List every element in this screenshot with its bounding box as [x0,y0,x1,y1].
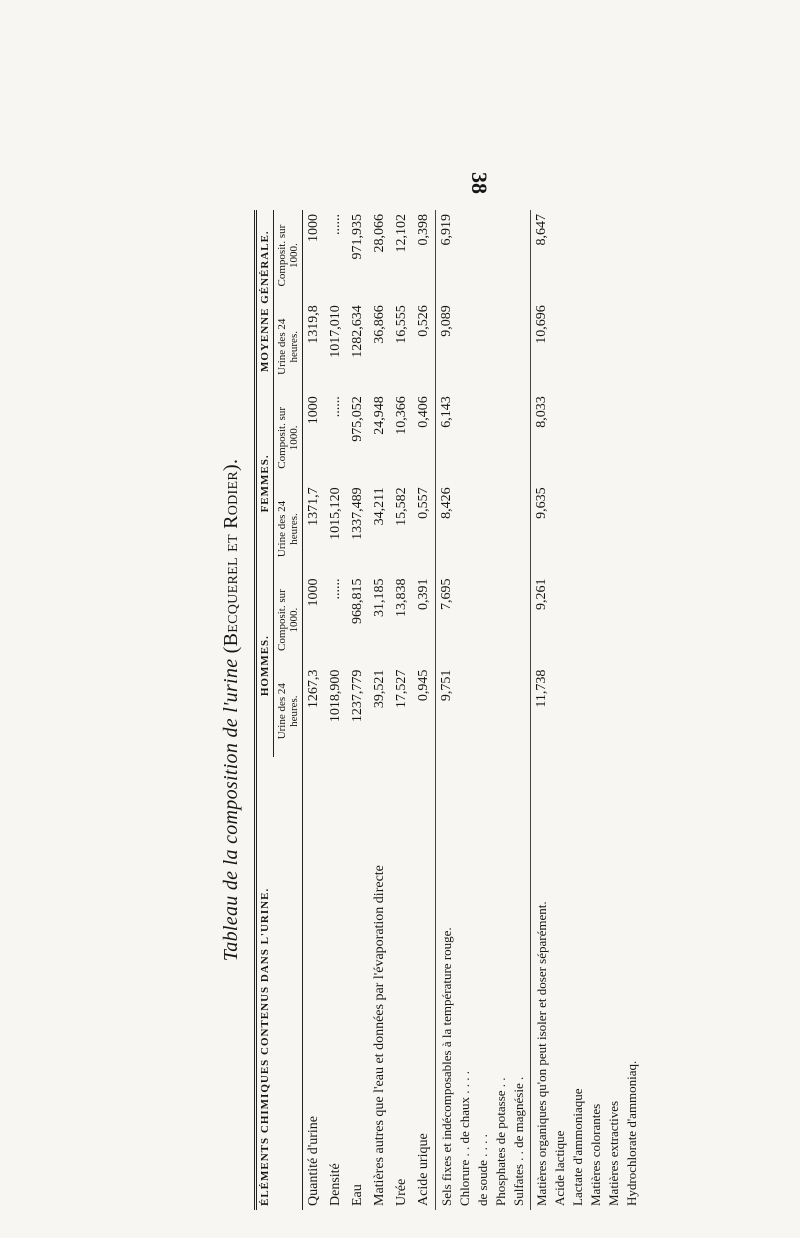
cell: 9,261 [531,575,644,666]
header-urine-moyenne: Urine des 24 heures. [274,301,303,392]
table-row [413,210,436,1210]
table-row [325,210,347,1210]
cell: 975,052 [350,396,365,442]
header-femmes: FEMMES. [256,392,274,574]
header-composit-femmes: Composit. sur 1000. [274,392,303,483]
caption-authors: (Becquerel et Rodier). [220,458,242,654]
salts-label: Sels fixes et indécomposables à la température rouge. [439,927,454,1206]
cell: 9,635 [531,483,644,574]
organic-item: Acide lactique [552,1130,567,1206]
cell: 16,555 [394,305,409,344]
cell: 971,935 [350,214,365,260]
cell: 0,391 [416,578,431,611]
cell: 1015,120 [328,487,343,540]
cell: 1237,779 [350,669,365,723]
cell: 34,211 [372,487,387,526]
cell: 13,838 [394,578,409,618]
cell: 1018,900 [328,669,343,723]
header-composit-moyenne: Composit. sur 1000. [274,210,303,301]
cell: 10,696 [531,301,644,392]
cell: 0,406 [416,396,431,428]
cell: 9,089 [436,301,531,392]
cell: 8,647 [531,210,644,301]
cell: 39,521 [372,669,387,709]
cell: 1017,010 [328,305,343,358]
urine-composition-table [254,210,643,1210]
header-composit-hommes: Composit. sur 1000. [274,575,303,666]
row-label: Matières autres que l'eau et données par l'évaporation directe [372,865,387,1206]
caption-title: Tableau de la composition de l'urine [220,658,242,962]
organic-item: Lactate d'ammoniaque [570,1088,585,1206]
salts-item: Phosphates de potasse . . [493,1077,508,1206]
table-row [369,210,391,1210]
header-moyenne: MOYENNE GÉNÉRALE. [256,210,274,392]
cell: 8,033 [531,392,644,483]
salts-item: de soude . . . . [475,1134,490,1206]
cell: 1319,8 [306,305,321,344]
cell: 9,751 [436,666,531,757]
rotated-table-sheet [220,210,690,1210]
cell: 7,695 [436,575,531,666]
cell: 24,948 [372,396,387,435]
organic-item: Hydrochlorate d'ammoniaq. [624,1060,639,1206]
header-elements: ÉLÉMENTS CHIMIQUES CONTENUS DANS L'URINE. [256,757,303,1210]
cell: 0,398 [416,214,431,246]
cell: 0,526 [416,305,431,337]
cell: 0,557 [416,487,431,519]
salts-row [436,210,531,1210]
table-caption [220,210,243,1210]
cell: 36,866 [372,305,387,344]
cell: 12,102 [394,214,409,253]
salts-item: Chlorure . . de chaux . . . . [457,1070,472,1206]
cell: 31,185 [372,578,387,618]
header-urine-hommes: Urine des 24 heures. [274,666,303,757]
cell: 1000 [306,578,321,607]
organic-label-cell [531,757,644,1210]
cell: 1282,634 [350,305,365,358]
salts-item: Sulfates . . de magnésie . [511,1076,526,1206]
cell: 15,582 [394,487,409,526]
header-urine-femmes: Urine des 24 heures. [274,483,303,574]
header-hommes: HOMMES. [256,575,274,757]
cell: 17,527 [394,669,409,709]
cell: 1371,7 [306,487,321,526]
cell: 1000 [306,214,321,242]
table-row [303,210,326,1210]
organic-row [531,210,644,1210]
organic-item: Matières colorantes [588,1103,603,1206]
cell: 28,066 [372,214,387,253]
cell: 1337,489 [350,487,365,540]
row-label: Quantité d'urine [306,1116,321,1206]
organic-label: Matières organiques qu'on peut isoler et doser séparément. [534,901,549,1206]
cell: 8,426 [436,483,531,574]
cell: 6,919 [436,210,531,301]
row-label: Densité [328,1163,343,1206]
cell: ...... [328,578,343,600]
cell: 11,738 [531,666,644,757]
table-row [347,210,369,1210]
cell: ...... [328,396,343,418]
cell: 1267,3 [306,669,321,709]
cell: ...... [328,214,343,235]
cell: 6,143 [436,392,531,483]
salts-label-cell [436,757,531,1210]
row-label: Acide urique [416,1133,431,1206]
cell: 968,815 [350,578,365,625]
cell: 10,366 [394,396,409,435]
table-row [391,210,413,1210]
row-label: Urée [394,1178,409,1206]
cell: 0,945 [416,669,431,702]
organic-item: Matières extractives [606,1100,621,1206]
cell: 1000 [306,396,321,425]
page-number: 38 [467,172,492,194]
row-label: Eau [350,1184,365,1206]
